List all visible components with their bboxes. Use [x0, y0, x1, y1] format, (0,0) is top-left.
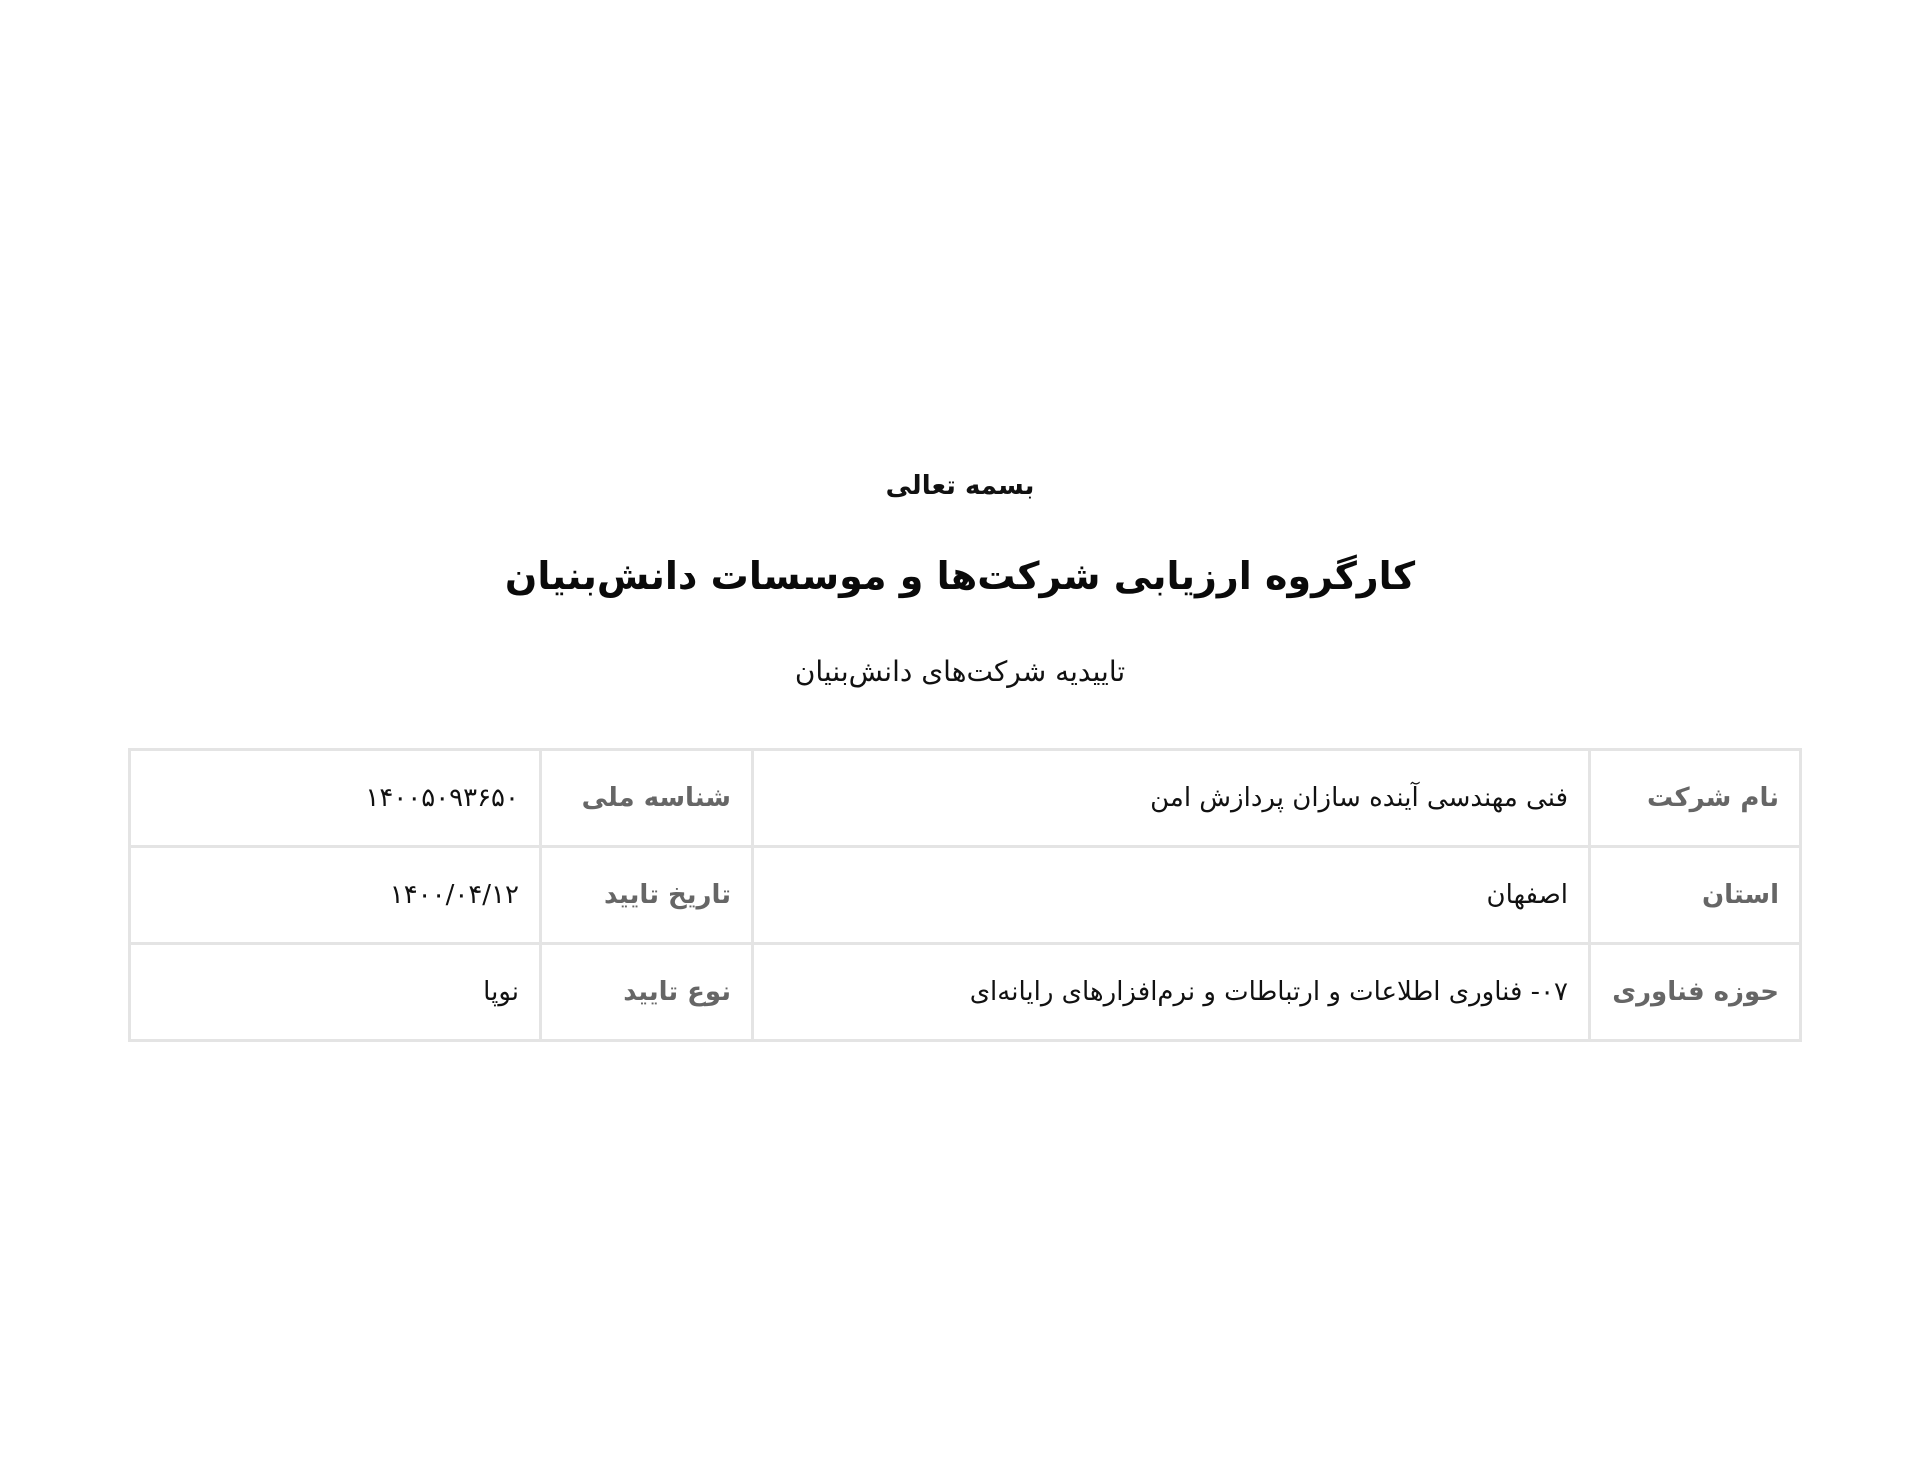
label-technology-field: حوزه فناوری: [1590, 944, 1801, 1041]
document-title: کارگروه ارزیابی شرکت‌ها و موسسات دانش‌بنیان: [504, 554, 1416, 598]
label-national-id: شناسه ملی: [541, 750, 753, 847]
value-national-id: ۱۴۰۰۵۰۹۳۶۵۰: [130, 750, 541, 847]
company-info-table: [128, 748, 1802, 1042]
document-subtitle: تاییدیه شرکت‌های دانش‌بنیان: [794, 655, 1126, 688]
label-approval-type: نوع تایید: [541, 944, 753, 1041]
value-technology-field: ۰۷- فناوری اطلاعات و ارتباطات و نرم‌افزارهای رایانه‌ای: [753, 944, 1590, 1041]
value-province: اصفهان: [753, 847, 1590, 944]
basmala-heading: بسمه تعالی: [885, 471, 1035, 501]
table-row-company-name: [130, 750, 1801, 847]
value-approval-type: نوپا: [130, 944, 541, 1041]
value-company-name: فنی مهندسی آینده سازان پردازش امن: [753, 750, 1590, 847]
value-approval-date: ۱۴۰۰/۰۴/۱۲: [130, 847, 541, 944]
table-row-province: [130, 847, 1801, 944]
label-company-name: نام شرکت: [1590, 750, 1801, 847]
label-province: استان: [1590, 847, 1801, 944]
table-row-technology-field: [130, 944, 1801, 1041]
label-approval-date: تاریخ تایید: [541, 847, 753, 944]
